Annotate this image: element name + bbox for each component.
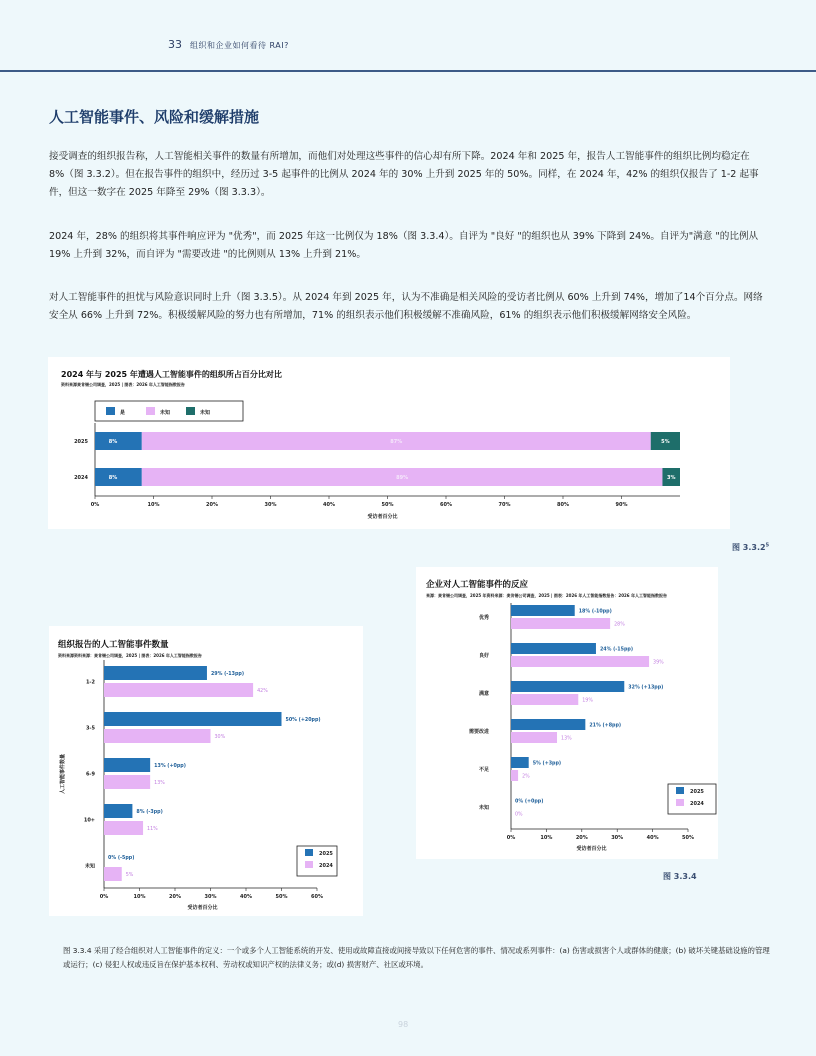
- chart3-x-tick-label: 30%: [204, 894, 217, 900]
- chart1-legend-label-1: 未知: [160, 410, 171, 416]
- chart2-data-label: 24% (-15pp): [599, 647, 634, 653]
- chart3-data-label: 8% (-3pp): [136, 810, 163, 815]
- chart2-bar-1: [511, 618, 610, 629]
- chart3-x-tick-label: 60%: [311, 894, 323, 900]
- chart3-y-axis-label: 人工智能事件数量: [60, 753, 66, 795]
- page-header: [0, 0, 816, 72]
- chart3-legend-label-1: 2024: [319, 863, 333, 869]
- chart2-data-label: 39%: [653, 660, 664, 666]
- chart3-data-label: 29% (-13pp): [210, 672, 245, 677]
- chart3-bar-0: [104, 758, 150, 772]
- chart1-data-label: 87%: [390, 439, 403, 445]
- chart-3-3-2: [48, 357, 730, 529]
- chart2-category-label: 良好: [478, 653, 489, 659]
- chart1-x-tick-label: 60%: [440, 502, 452, 508]
- chart2-legend-label-1: 2024: [690, 801, 704, 807]
- figure-label-3-3-4: 图 3.3.4: [663, 872, 697, 881]
- chart2-data-label: 19%: [582, 698, 593, 704]
- chart2-data-label: 5% (+3pp): [532, 761, 562, 767]
- chart3-x-tick-label: 10%: [133, 894, 146, 900]
- chart1-source: 资料来源麦肯锡公司调查，2025 | 图表：2026 年人工智能指数报告: [61, 382, 185, 387]
- chart2-category-label: 未知: [478, 805, 489, 811]
- chart3-bar-1: [104, 821, 143, 835]
- chart2-data-label: 28%: [614, 622, 625, 628]
- chart1-data-label: 89%: [396, 475, 409, 481]
- chart2-data-label: 32% (+13pp): [628, 685, 664, 691]
- chart3-data-label: 30%: [214, 735, 226, 740]
- chart2-bar-0: [511, 643, 596, 654]
- chart3-data-label: 13% (+0pp): [154, 764, 186, 769]
- chart1-legend-swatch-2: [186, 407, 195, 415]
- chart3-data-label: 11%: [147, 827, 158, 832]
- chart3-x-axis-label: 受访者百分比: [187, 905, 218, 911]
- chart2-x-tick-label: 10%: [540, 835, 553, 841]
- chart1-legend-swatch-1: [146, 407, 155, 415]
- chart1-category-label: 2024: [74, 475, 88, 481]
- chart2-data-label: 13%: [561, 736, 572, 742]
- chart3-legend-label-0: 2025: [319, 851, 333, 857]
- chart3-x-tick-label: 40%: [240, 894, 252, 900]
- chart3-bar-1: [104, 775, 150, 789]
- chart3-bar-1: [104, 683, 253, 697]
- chart2-bar-1: [511, 656, 649, 667]
- chart1-x-tick-label: 0%: [90, 502, 100, 508]
- chart3-x-tick-label: 20%: [169, 894, 181, 900]
- footnote: 图 3.3.4 采用了经合组织对人工智能事件的定义：一个或多个人工智能系统的开发、使用或故障直接或间接导致以下任何危害的事件、情况或系列事件：(a) 伤害或损害个人或群体的健康；(b) 破坏关键基础设施的管理或运行；(c) 侵犯人权或违反旨在保护基本权利、劳动权或知识产权的法律义务；或(d) 损害财产、社区或环境。: [63, 946, 770, 969]
- chart1-legend-swatch-0: [106, 407, 115, 415]
- chart2-legend-label-0: 2025: [690, 789, 704, 795]
- chart3-bar-0: [104, 712, 282, 726]
- chart3-x-tick-label: 50%: [275, 894, 288, 900]
- chart1-bar-0: [95, 468, 142, 486]
- chart1-x-tick-label: 80%: [557, 502, 569, 508]
- chart2-plot: [416, 567, 718, 859]
- chart1-category-label: 2025: [74, 439, 88, 445]
- chart3-source: 资料来源资料来源：麦肯锡公司调查，2025 | 图表：2026 年人工智能指数报告: [58, 653, 202, 658]
- chart2-bar-0: [511, 757, 529, 768]
- figure-label-3-3-2: 图 3.3.2$^5$: [732, 542, 770, 552]
- chart3-bar-0: [104, 666, 207, 680]
- section-heading: 人工智能事件、风险和缓解措施: [49, 108, 260, 126]
- chart1-x-tick-label: 70%: [498, 502, 511, 508]
- chart3-legend-swatch-0: [305, 849, 313, 856]
- chart1-x-tick-label: 50%: [381, 502, 394, 508]
- chart1-legend-label-2: 未知: [200, 410, 211, 416]
- chart2-data-label: 0%: [515, 812, 523, 818]
- chart2-source: 来源：麦肯锡公司调查，2025 年资料来源：麦肯锡公司调查，2025 | 图表：2026 年人工智能指数报告：2026 年人工智能指数报告: [426, 593, 667, 598]
- chart1-data-label: 8%: [108, 475, 118, 481]
- chart3-x-tick-label: 0%: [99, 894, 109, 900]
- chart2-bar-0: [511, 719, 585, 730]
- chart1-title: 2024 年与 2025 年遭遇人工智能事件的组织所占百分比对比: [61, 370, 282, 379]
- chart1-x-tick-label: 90%: [615, 502, 628, 508]
- chart3-bar-1: [104, 867, 122, 881]
- chart1-legend-label-0: 是: [120, 410, 126, 416]
- chart1-x-tick-label: 30%: [264, 502, 277, 508]
- page-number: 98: [398, 1020, 409, 1029]
- chart2-data-label: 18% (-10pp): [578, 609, 612, 615]
- chart1-x-tick-label: 40%: [323, 502, 335, 508]
- paragraph-2: 2024 年，28% 的组织将其事件响应评为 "优秀"，而 2025 年这一比例仅为 18%（图 3.3.4）。自评为 "良好 "的组织也从 39% 下降到 24%。自评为"满意 "的比例从 19% 上升到 32%，而自评为 "需要改进 "的比例则从 13% 上升到 21%。: [49, 231, 759, 260]
- header-page-number: 33: [168, 38, 182, 51]
- chart2-legend-swatch-0: [676, 787, 684, 794]
- chart2-category-label: 优秀: [478, 615, 489, 621]
- chart2-category-label: 不足: [478, 767, 489, 773]
- chart3-category-label: 3-5: [85, 725, 95, 732]
- chart2-data-label: 21% (+8pp): [589, 723, 622, 729]
- chart2-x-tick-label: 50%: [682, 835, 694, 841]
- chart3-category-label: 未知: [84, 863, 95, 870]
- chart2-bar-1: [511, 732, 557, 743]
- chart2-x-tick-label: 20%: [575, 835, 588, 841]
- chart2-legend-swatch-1: [676, 799, 684, 806]
- chart2-title: 企业对人工智能事件的反应: [426, 580, 529, 590]
- chart3-bar-0: [104, 804, 132, 818]
- chart3-bar-1: [104, 729, 211, 743]
- chart3-title: 组织报告的人工智能事件数量: [58, 640, 169, 650]
- chart1-data-label: 5%: [661, 439, 670, 445]
- chart2-bar-1: [511, 694, 578, 705]
- chart1-data-label: 8%: [108, 439, 118, 445]
- chart2-bar-1: [511, 770, 518, 781]
- chart3-data-label: 13%: [154, 781, 165, 786]
- chart3-category-label: 10+: [83, 817, 95, 824]
- paragraph-1: 接受调查的组织报告称，人工智能相关事件的数量有所增加，而他们对处理这些事件的信心却有所下降。2024 年和 2025 年，报告人工智能事件的组织比例均稳定在 8%（图 3.3.2）。但在报告事件的组织中，经历过 3-5 起事件的比例从 2024 年的 30% 上升到 2025 年的 50%。同样，在 2024 年，42% 的组织仅报告了 1-2 起事件，但这一数字在 2025 年降至 29%（图 3.3.3）。: [49, 151, 759, 198]
- chart-3-3-3: [49, 626, 363, 916]
- chart2-x-tick-label: 30%: [611, 835, 624, 841]
- chart1-x-tick-label: 20%: [206, 502, 218, 508]
- chart2-bar-0: [511, 605, 575, 616]
- chart3-category-label: 6-9: [85, 771, 95, 778]
- chart2-category-label: 满意: [478, 691, 489, 697]
- chart2-x-axis-label: 受访者百分比: [576, 846, 607, 852]
- chart2-bar-0: [511, 681, 624, 692]
- chart2-category-label: 需要改进: [468, 729, 489, 735]
- chart3-category-label: 1-2: [85, 679, 95, 686]
- chart3-data-label: 42%: [257, 689, 268, 694]
- chart3-data-label: 5%: [125, 873, 134, 878]
- chart2-data-label: 0% (+0pp): [515, 799, 544, 805]
- paragraph-3: 对人工智能事件的担忧与风险意识同时上升（图 3.3.5）。从 2024 年到 2025 年，认为不准确是相关风险的受访者比例从 60% 上升到 74%，增加了14个百分点。网络安全从 66% 上升到 72%。积极缓解风险的努力也有所增加，71% 的组织表示他们积极缓解不准确风险，61% 的组织表示他们积极缓解网络安全风险。: [49, 292, 763, 321]
- chart1-plot: [48, 357, 730, 529]
- chart1-x-tick-label: 10%: [147, 502, 160, 508]
- chart2-data-label: 2%: [522, 774, 530, 780]
- chart2-x-tick-label: 0%: [506, 835, 516, 841]
- chart1-x-axis-label: 受访者百分比: [367, 514, 398, 520]
- chart3-plot: [49, 626, 363, 916]
- chart-3-3-4: [416, 567, 718, 859]
- chart3-legend-swatch-1: [305, 861, 313, 868]
- chart1-bar-0: [95, 432, 142, 450]
- chart3-data-label: 0% (-5pp): [108, 856, 135, 861]
- chart2-x-tick-label: 40%: [646, 835, 659, 841]
- chart1-data-label: 3%: [666, 475, 676, 481]
- chart3-data-label: 50% (+20pp): [285, 718, 321, 723]
- header-section-title: 组织和企业如何看待 RAI?: [190, 41, 289, 50]
